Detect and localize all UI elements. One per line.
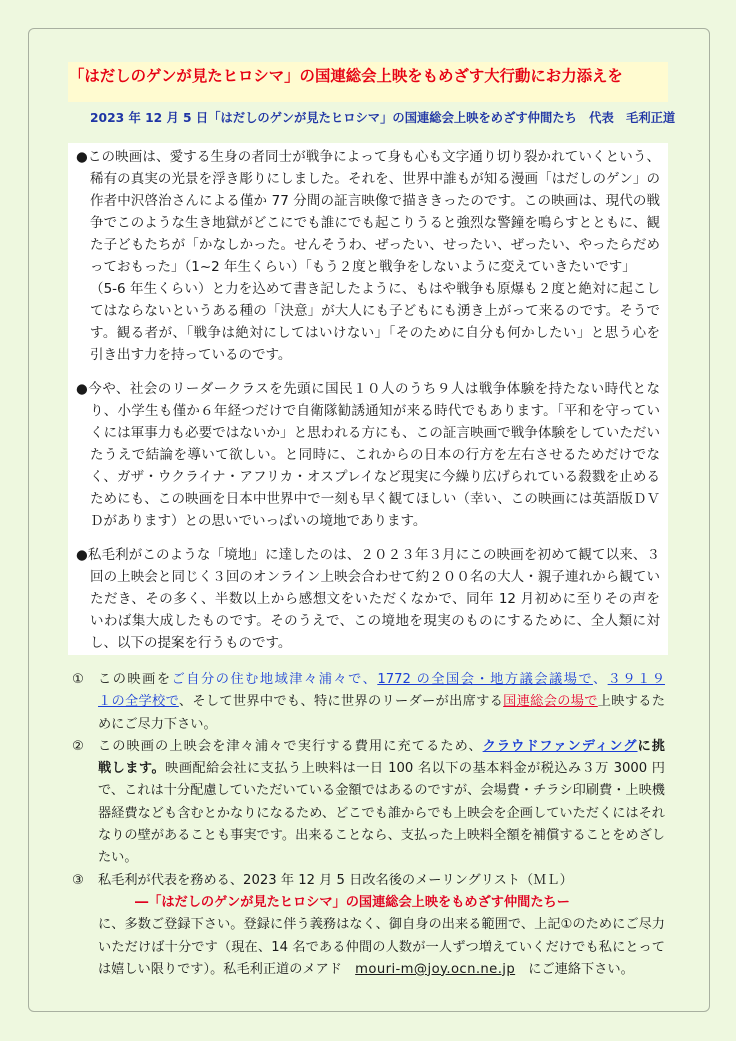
- statement-box: [68, 143, 668, 655]
- proposal-line: [98, 691, 665, 713]
- proposal-text: 上映するた: [597, 694, 666, 710]
- paragraph-line: Ｄがあります）との思いでいっぱいの境地であります。: [90, 513, 427, 529]
- proposal-line: たい。: [98, 850, 138, 866]
- venue-schools: １の全学校で: [98, 694, 179, 710]
- paragraph-line: く、ガザ・ウクライナ・アフリカ・オスプレイなど現実に今繰り広げられている殺戮を止める: [90, 469, 660, 485]
- proposal-text: は嬉しい限りです）。私毛利正道のメアド: [98, 961, 356, 977]
- document-subtitle: 2023 年 12 月 5 日「はだしのゲンが見たヒロシマ」の国連総会上映をめざす仲間たち 代表 毛利正道: [90, 111, 676, 125]
- paragraph-3: [76, 544, 660, 654]
- proposal-1: [68, 669, 665, 736]
- paragraph-line: （5-6 年生くらい）と力を込めて書き記したように、もはや戦争も原爆も２度と絶対に起こし: [90, 281, 660, 297]
- paragraph-line: ●この映画は、愛する生身の者同士が戦争によって身も心も文字通り切り裂かれていくという、: [76, 149, 660, 165]
- paragraph-line: たうえで結論を導いて欲しい。と同時に、これからの日本の行方を左右させるためだけでな: [90, 447, 660, 463]
- paragraph-line: し、以下の提案を行うものです。: [90, 635, 292, 651]
- title-banner: [68, 62, 668, 102]
- paragraph-line: 争でこのような生き地獄がどこにでも誰にでも起こりうると強烈な警鐘を鳴らすとともに、観: [90, 215, 660, 231]
- paragraph-line: 回の上映会と同じく３回のオンライン上映会合わせて約２００名の大人・親子連れから観てい: [90, 569, 660, 585]
- proposal-text: に挑: [637, 738, 665, 754]
- proposal-line: に、多数ご登録下さい。登録に伴う義務はなく、御自身の出来る範囲で、上記①のためにご尽力: [98, 917, 665, 933]
- paragraph-line: ただき、その多く、半数以上から感想文をいただくなかで、同年 12 月初めに至りその声を: [90, 591, 660, 607]
- email-address[interactable]: mouri-m@joy.ocn.ne.jp: [355, 961, 516, 977]
- paragraph-line: 作者中沢啓治さんによる僅か 77 分間の証言映像で描ききったのです。この映画は、現代の戦: [90, 193, 660, 209]
- paragraph-line: た子どもたちが「かなしかった。せんそうわ、ぜったい、せったい、ぜったい、やったらだめ: [90, 237, 660, 253]
- proposal-line: [98, 959, 665, 981]
- paragraph-1: [76, 146, 660, 366]
- paragraph-line: ●今や、社会のリーダークラスを先頭に国民１０人のうち９人は戦争体験を持たない時代とな: [76, 381, 660, 397]
- proposal-text: 戦します。: [98, 761, 166, 777]
- proposal-text: 、そして世界中でも、特に世界のリーダーが出席する: [178, 694, 504, 710]
- document-title: 「はだしのゲンが見たヒロシマ」の国連総会上映をもめざす大行動にお力添えを: [69, 67, 623, 85]
- paragraph-line: いわば集大成したものです。そのうえで、この境地を現実のものにするために、全人類に対: [90, 613, 660, 629]
- proposal-marker: ②: [72, 738, 84, 754]
- proposal-marker: ①: [72, 672, 84, 687]
- paragraph-line: くには軍事力も必要ではないか」と思われる方にも、この証言映画で戦争体験をしていただい: [90, 425, 660, 441]
- proposal-line: いただけば十分です（現在、14 名である仲間の人数が一人ずつ増えていくだけでも私にとって: [98, 939, 665, 955]
- venue-local-areas: ご自分の住む地域津々浦々で、: [171, 672, 378, 687]
- proposal-list: [68, 669, 668, 981]
- venue-assembly-halls: 1772 の全国会・地方議会議場で: [377, 672, 593, 687]
- venue-un-general-assembly: 国連総会の場で: [503, 694, 598, 710]
- paragraph-line: 稀有の真実の光景を浮き彫りにしました。それを、世界中誰もが知る漫画「はだしのゲン」の: [90, 171, 660, 187]
- venue-schools-count: ３９１９: [607, 672, 665, 687]
- paragraph-2: [76, 378, 660, 532]
- proposal-line: めにご尽力下さい。: [98, 716, 217, 732]
- proposal-3: [68, 870, 665, 981]
- paragraph-line: ●私毛利がこのような「境地」に達したのは、２０２３年３月にこの映画を初めて観て以来、３: [76, 547, 660, 563]
- proposal-marker: ③: [72, 872, 84, 888]
- proposal-line: なりの壁があることも事実です。出来ることなら、支払った上映料全額を補償することをめざし: [98, 828, 665, 844]
- proposal-text: この映画の上映会を津々浦々で実行する費用に充てるため、: [98, 738, 483, 754]
- paragraph-line: ためにも、この映画を日本中世界中で一刻も早く観てほしい（幸い、この映画には英語版ＤＶ: [90, 491, 660, 507]
- proposal-line: [98, 736, 665, 758]
- paragraph-line: てはならないというある種の「決意」が大人にも子どもにも湧き上がって来るのです。そうで: [90, 303, 660, 319]
- mailing-list-name: ―「はだしのゲンが見たヒロシマ」の国連総会上映をもめざす仲間たちー: [135, 894, 570, 910]
- proposal-line: 私毛利が代表を務める、2023 年 12 月 5 日改名後のメーリングリスト（ＭＬ）: [98, 872, 573, 888]
- proposal-line: [98, 758, 665, 780]
- proposal-2: [68, 736, 665, 870]
- paragraph-line: り、小学生も僅か６年経つだけで自衛隊勧誘通知が来る時代でもあります。「平和を守ってい: [90, 403, 660, 419]
- paragraph-line: っておもった」（1~2 年生くらい）「もう２度と戦争をしないように変えていきたいです」: [90, 259, 636, 275]
- paragraph-line: 引き出す力を持っているのです。: [90, 347, 292, 363]
- proposal-line: [98, 669, 665, 691]
- proposal-text: この映画を: [98, 672, 172, 687]
- proposal-text: 、: [592, 672, 608, 687]
- crowdfunding-label: クラウドファンディング: [482, 738, 638, 754]
- proposal-text: にご連絡下さい。: [515, 961, 634, 977]
- paragraph-line: す。観る者が、「戦争は絶対にしてはいけない」「そのために自分も何かしたい」と思う心を: [90, 325, 660, 341]
- proposal-line: 器経費なども含むとかなりになるため、どこでも誰からでも上映会を企画していただくにはそれ: [98, 805, 665, 821]
- proposal-line: で、これは十分配慮していただいている金額ではあるのですが、会場費・チラシ印刷費・上映機: [98, 783, 665, 799]
- proposal-text: 映画配給会社に支払う上映料は一日 100 名以下の基本料金が税込み３万 3000 円: [165, 761, 665, 777]
